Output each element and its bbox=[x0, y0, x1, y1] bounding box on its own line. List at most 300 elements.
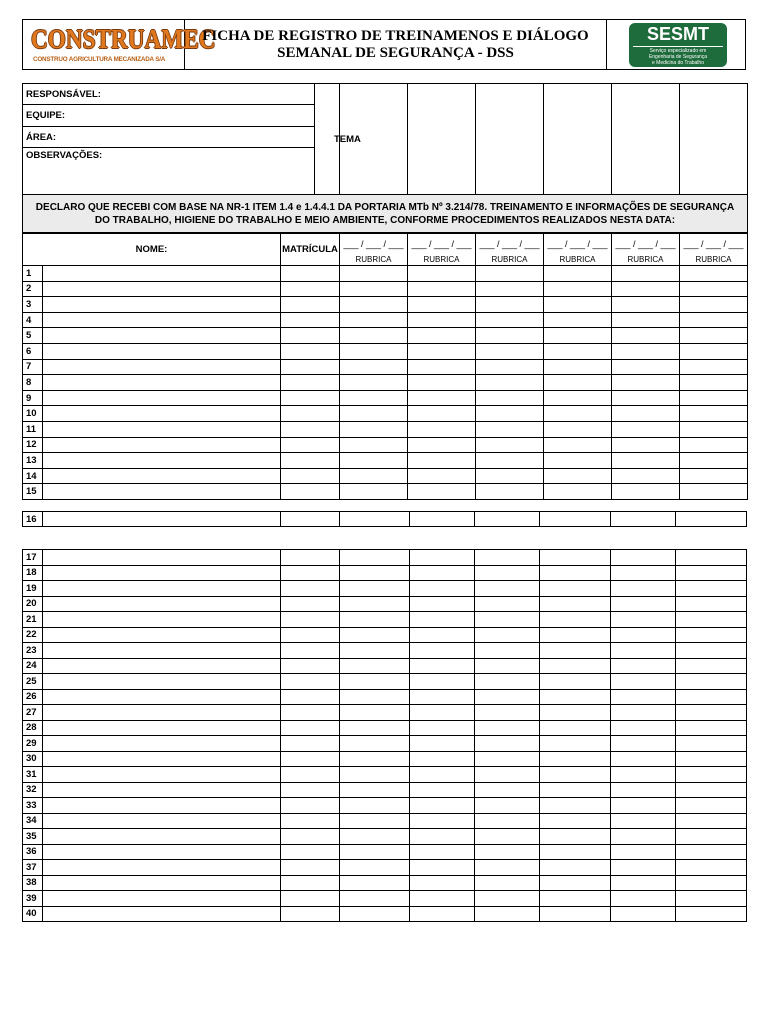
rubrica-cell-5[interactable] bbox=[612, 343, 680, 359]
rubrica-cell-1[interactable] bbox=[340, 565, 409, 581]
matricula-cell[interactable] bbox=[281, 612, 340, 628]
rubrica-cell-3[interactable] bbox=[476, 343, 544, 359]
rubrica-cell-6[interactable] bbox=[680, 312, 748, 328]
rubrica-cell-5[interactable] bbox=[612, 484, 680, 500]
matricula-cell[interactable] bbox=[281, 813, 340, 829]
rubrica-cell-5[interactable] bbox=[610, 891, 675, 907]
rubrica-cell-3[interactable] bbox=[474, 782, 539, 798]
matricula-cell[interactable] bbox=[281, 751, 340, 767]
rubrica-cell-3[interactable] bbox=[474, 798, 539, 814]
rubrica-cell-6[interactable] bbox=[680, 343, 748, 359]
rubrica-cell-4[interactable] bbox=[539, 705, 610, 721]
rubrica-cell-2[interactable] bbox=[409, 875, 474, 891]
rubrica-cell-1[interactable] bbox=[340, 844, 409, 860]
rubrica-cell-4[interactable] bbox=[544, 266, 612, 282]
rubrica-cell-1[interactable] bbox=[340, 406, 408, 422]
rubrica-cell-2[interactable] bbox=[409, 674, 474, 690]
rubrica-cell-6[interactable] bbox=[675, 720, 746, 736]
rubrica-cell-6[interactable] bbox=[675, 767, 746, 783]
rubrica-cell-3[interactable] bbox=[476, 266, 544, 282]
nome-cell[interactable] bbox=[43, 643, 281, 659]
rubrica-cell-2[interactable] bbox=[408, 328, 476, 344]
rubrica-cell-3[interactable] bbox=[474, 550, 539, 566]
rubrica-cell-4[interactable] bbox=[544, 468, 612, 484]
rubrica-cell-1[interactable] bbox=[340, 468, 408, 484]
rubrica-cell-4[interactable] bbox=[539, 643, 610, 659]
rubrica-cell-5[interactable] bbox=[612, 328, 680, 344]
rubrica-cell-5[interactable] bbox=[610, 844, 675, 860]
rubrica-cell-5[interactable] bbox=[610, 627, 675, 643]
rubrica-cell-5[interactable] bbox=[610, 751, 675, 767]
date-field-1[interactable]: ___ / ___ / ___ bbox=[340, 234, 408, 255]
nome-cell[interactable] bbox=[43, 390, 281, 406]
rubrica-cell-4[interactable] bbox=[539, 596, 610, 612]
rubrica-cell-3[interactable] bbox=[476, 421, 544, 437]
rubrica-cell-2[interactable] bbox=[408, 406, 476, 422]
nome-cell[interactable] bbox=[43, 343, 281, 359]
rubrica-cell-5[interactable] bbox=[610, 565, 675, 581]
nome-cell[interactable] bbox=[43, 844, 281, 860]
rubrica-cell-1[interactable] bbox=[340, 550, 409, 566]
nome-cell[interactable] bbox=[43, 767, 281, 783]
rubrica-cell-6[interactable] bbox=[675, 612, 746, 628]
rubrica-cell-6[interactable] bbox=[675, 875, 746, 891]
matricula-cell[interactable] bbox=[281, 550, 340, 566]
rubrica-cell-2[interactable] bbox=[409, 829, 474, 845]
rubrica-cell-1[interactable] bbox=[340, 829, 409, 845]
rubrica-cell-1[interactable] bbox=[340, 312, 408, 328]
rubrica-cell-5[interactable] bbox=[612, 437, 680, 453]
rubrica-cell-1[interactable] bbox=[340, 421, 408, 437]
rubrica-cell-4[interactable] bbox=[539, 581, 610, 597]
rubrica-cell-2[interactable] bbox=[409, 906, 474, 922]
matricula-cell[interactable] bbox=[281, 375, 340, 391]
rubrica-cell-2[interactable] bbox=[409, 844, 474, 860]
rubrica-cell-3[interactable] bbox=[476, 375, 544, 391]
rubrica-cell-3[interactable] bbox=[474, 720, 539, 736]
nome-cell[interactable] bbox=[43, 512, 281, 527]
rubrica-cell-5[interactable] bbox=[610, 875, 675, 891]
rubrica-cell-1[interactable] bbox=[340, 596, 409, 612]
rubrica-cell-1[interactable] bbox=[340, 891, 409, 907]
rubrica-cell-4[interactable] bbox=[544, 406, 612, 422]
tema-cell-2[interactable] bbox=[476, 84, 544, 195]
nome-cell[interactable] bbox=[43, 565, 281, 581]
matricula-cell[interactable] bbox=[281, 297, 340, 313]
rubrica-cell-1[interactable] bbox=[340, 453, 408, 469]
date-field-5[interactable]: ___ / ___ / ___ bbox=[612, 234, 680, 255]
nome-cell[interactable] bbox=[43, 421, 281, 437]
rubrica-cell-6[interactable] bbox=[675, 860, 746, 876]
rubrica-cell-4[interactable] bbox=[539, 512, 610, 527]
rubrica-cell-2[interactable] bbox=[409, 720, 474, 736]
rubrica-cell-5[interactable] bbox=[612, 406, 680, 422]
matricula-cell[interactable] bbox=[281, 906, 340, 922]
rubrica-cell-5[interactable] bbox=[610, 860, 675, 876]
rubrica-cell-4[interactable] bbox=[539, 798, 610, 814]
rubrica-cell-6[interactable] bbox=[675, 658, 746, 674]
date-field-6[interactable]: ___ / ___ / ___ bbox=[680, 234, 748, 255]
nome-cell[interactable] bbox=[43, 612, 281, 628]
rubrica-cell-6[interactable] bbox=[680, 281, 748, 297]
rubrica-cell-5[interactable] bbox=[610, 782, 675, 798]
tema-field[interactable] bbox=[334, 84, 408, 195]
matricula-cell[interactable] bbox=[281, 437, 340, 453]
rubrica-cell-3[interactable] bbox=[474, 767, 539, 783]
matricula-cell[interactable] bbox=[281, 720, 340, 736]
rubrica-cell-3[interactable] bbox=[474, 581, 539, 597]
nome-cell[interactable] bbox=[43, 829, 281, 845]
rubrica-cell-1[interactable] bbox=[340, 720, 409, 736]
nome-cell[interactable] bbox=[43, 658, 281, 674]
rubrica-cell-3[interactable] bbox=[474, 844, 539, 860]
rubrica-cell-2[interactable] bbox=[408, 266, 476, 282]
matricula-cell[interactable] bbox=[281, 406, 340, 422]
rubrica-cell-2[interactable] bbox=[409, 705, 474, 721]
matricula-cell[interactable] bbox=[281, 658, 340, 674]
nome-cell[interactable] bbox=[43, 705, 281, 721]
rubrica-cell-6[interactable] bbox=[680, 453, 748, 469]
rubrica-cell-3[interactable] bbox=[474, 860, 539, 876]
nome-cell[interactable] bbox=[43, 406, 281, 422]
rubrica-cell-2[interactable] bbox=[409, 782, 474, 798]
rubrica-cell-2[interactable] bbox=[408, 453, 476, 469]
rubrica-cell-3[interactable] bbox=[474, 813, 539, 829]
nome-cell[interactable] bbox=[43, 266, 281, 282]
rubrica-cell-1[interactable] bbox=[340, 627, 409, 643]
rubrica-cell-4[interactable] bbox=[539, 550, 610, 566]
rubrica-cell-1[interactable] bbox=[340, 437, 408, 453]
rubrica-cell-3[interactable] bbox=[476, 453, 544, 469]
rubrica-cell-1[interactable] bbox=[340, 751, 409, 767]
rubrica-cell-6[interactable] bbox=[675, 689, 746, 705]
rubrica-cell-3[interactable] bbox=[476, 484, 544, 500]
nome-cell[interactable] bbox=[43, 375, 281, 391]
nome-cell[interactable] bbox=[43, 596, 281, 612]
matricula-cell[interactable] bbox=[281, 468, 340, 484]
rubrica-cell-5[interactable] bbox=[612, 421, 680, 437]
rubrica-cell-4[interactable] bbox=[539, 844, 610, 860]
rubrica-cell-3[interactable] bbox=[474, 512, 539, 527]
rubrica-cell-4[interactable] bbox=[539, 767, 610, 783]
matricula-cell[interactable] bbox=[281, 484, 340, 500]
rubrica-cell-4[interactable] bbox=[539, 736, 610, 752]
date-field-2[interactable]: ___ / ___ / ___ bbox=[408, 234, 476, 255]
rubrica-cell-6[interactable] bbox=[675, 751, 746, 767]
rubrica-cell-1[interactable] bbox=[340, 484, 408, 500]
rubrica-cell-2[interactable] bbox=[409, 813, 474, 829]
rubrica-cell-6[interactable] bbox=[680, 437, 748, 453]
matricula-cell[interactable] bbox=[281, 674, 340, 690]
observacoes-field[interactable] bbox=[23, 148, 315, 195]
rubrica-cell-2[interactable] bbox=[409, 512, 474, 527]
rubrica-cell-6[interactable] bbox=[680, 484, 748, 500]
rubrica-cell-5[interactable] bbox=[610, 512, 675, 527]
rubrica-cell-2[interactable] bbox=[409, 767, 474, 783]
rubrica-cell-4[interactable] bbox=[539, 813, 610, 829]
nome-cell[interactable] bbox=[43, 860, 281, 876]
rubrica-cell-4[interactable] bbox=[539, 875, 610, 891]
rubrica-cell-5[interactable] bbox=[610, 813, 675, 829]
matricula-cell[interactable] bbox=[281, 596, 340, 612]
rubrica-cell-3[interactable] bbox=[476, 297, 544, 313]
rubrica-cell-1[interactable] bbox=[340, 359, 408, 375]
nome-cell[interactable] bbox=[43, 627, 281, 643]
nome-cell[interactable] bbox=[43, 281, 281, 297]
rubrica-cell-4[interactable] bbox=[544, 390, 612, 406]
rubrica-cell-6[interactable] bbox=[675, 627, 746, 643]
rubrica-cell-5[interactable] bbox=[610, 658, 675, 674]
matricula-cell[interactable] bbox=[281, 829, 340, 845]
rubrica-cell-6[interactable] bbox=[675, 643, 746, 659]
matricula-cell[interactable] bbox=[281, 581, 340, 597]
rubrica-cell-2[interactable] bbox=[409, 565, 474, 581]
rubrica-cell-3[interactable] bbox=[474, 658, 539, 674]
rubrica-cell-3[interactable] bbox=[476, 281, 544, 297]
rubrica-cell-4[interactable] bbox=[539, 565, 610, 581]
rubrica-cell-1[interactable] bbox=[340, 281, 408, 297]
rubrica-cell-1[interactable] bbox=[340, 581, 409, 597]
rubrica-cell-6[interactable] bbox=[675, 782, 746, 798]
rubrica-cell-4[interactable] bbox=[544, 359, 612, 375]
nome-cell[interactable] bbox=[43, 751, 281, 767]
matricula-cell[interactable] bbox=[281, 421, 340, 437]
rubrica-cell-5[interactable] bbox=[610, 612, 675, 628]
rubrica-cell-3[interactable] bbox=[474, 875, 539, 891]
rubrica-cell-1[interactable] bbox=[340, 813, 409, 829]
rubrica-cell-3[interactable] bbox=[474, 689, 539, 705]
rubrica-cell-3[interactable] bbox=[474, 596, 539, 612]
rubrica-cell-5[interactable] bbox=[610, 906, 675, 922]
rubrica-cell-2[interactable] bbox=[409, 627, 474, 643]
rubrica-cell-6[interactable] bbox=[680, 406, 748, 422]
rubrica-cell-6[interactable] bbox=[675, 581, 746, 597]
rubrica-cell-5[interactable] bbox=[610, 829, 675, 845]
area-field[interactable] bbox=[23, 127, 315, 148]
matricula-cell[interactable] bbox=[281, 891, 340, 907]
rubrica-cell-6[interactable] bbox=[675, 829, 746, 845]
rubrica-cell-2[interactable] bbox=[409, 596, 474, 612]
rubrica-cell-5[interactable] bbox=[612, 468, 680, 484]
nome-cell[interactable] bbox=[43, 798, 281, 814]
rubrica-cell-1[interactable] bbox=[340, 390, 408, 406]
matricula-cell[interactable] bbox=[281, 565, 340, 581]
rubrica-cell-4[interactable] bbox=[539, 751, 610, 767]
rubrica-cell-3[interactable] bbox=[476, 359, 544, 375]
rubrica-cell-5[interactable] bbox=[610, 674, 675, 690]
rubrica-cell-6[interactable] bbox=[675, 705, 746, 721]
rubrica-cell-1[interactable] bbox=[340, 875, 409, 891]
rubrica-cell-6[interactable] bbox=[675, 798, 746, 814]
tema-cell-5[interactable] bbox=[680, 84, 748, 195]
matricula-cell[interactable] bbox=[281, 689, 340, 705]
rubrica-cell-4[interactable] bbox=[539, 674, 610, 690]
matricula-cell[interactable] bbox=[281, 266, 340, 282]
nome-cell[interactable] bbox=[43, 312, 281, 328]
rubrica-cell-3[interactable] bbox=[474, 829, 539, 845]
rubrica-cell-1[interactable] bbox=[340, 674, 409, 690]
matricula-cell[interactable] bbox=[281, 512, 340, 527]
rubrica-cell-2[interactable] bbox=[409, 581, 474, 597]
rubrica-cell-3[interactable] bbox=[474, 906, 539, 922]
rubrica-cell-6[interactable] bbox=[680, 328, 748, 344]
matricula-cell[interactable] bbox=[281, 798, 340, 814]
nome-cell[interactable] bbox=[43, 359, 281, 375]
rubrica-cell-3[interactable] bbox=[476, 390, 544, 406]
rubrica-cell-1[interactable] bbox=[340, 906, 409, 922]
nome-cell[interactable] bbox=[43, 720, 281, 736]
nome-cell[interactable] bbox=[43, 297, 281, 313]
rubrica-cell-6[interactable] bbox=[680, 375, 748, 391]
nome-cell[interactable] bbox=[43, 813, 281, 829]
matricula-cell[interactable] bbox=[281, 767, 340, 783]
rubrica-cell-1[interactable] bbox=[340, 643, 409, 659]
rubrica-cell-6[interactable] bbox=[675, 736, 746, 752]
rubrica-cell-4[interactable] bbox=[544, 281, 612, 297]
equipe-field[interactable] bbox=[23, 105, 315, 127]
matricula-cell[interactable] bbox=[281, 359, 340, 375]
nome-cell[interactable] bbox=[43, 674, 281, 690]
nome-cell[interactable] bbox=[43, 581, 281, 597]
rubrica-cell-6[interactable] bbox=[680, 468, 748, 484]
rubrica-cell-5[interactable] bbox=[610, 689, 675, 705]
rubrica-cell-4[interactable] bbox=[544, 437, 612, 453]
rubrica-cell-1[interactable] bbox=[340, 705, 409, 721]
matricula-cell[interactable] bbox=[281, 875, 340, 891]
rubrica-cell-1[interactable] bbox=[340, 375, 408, 391]
rubrica-cell-4[interactable] bbox=[539, 627, 610, 643]
rubrica-cell-5[interactable] bbox=[610, 596, 675, 612]
rubrica-cell-1[interactable] bbox=[340, 798, 409, 814]
rubrica-cell-2[interactable] bbox=[408, 359, 476, 375]
nome-cell[interactable] bbox=[43, 550, 281, 566]
matricula-cell[interactable] bbox=[281, 736, 340, 752]
rubrica-cell-4[interactable] bbox=[544, 312, 612, 328]
date-field-3[interactable]: ___ / ___ / ___ bbox=[476, 234, 544, 255]
rubrica-cell-1[interactable] bbox=[340, 612, 409, 628]
rubrica-cell-5[interactable] bbox=[612, 281, 680, 297]
rubrica-cell-2[interactable] bbox=[409, 550, 474, 566]
rubrica-cell-4[interactable] bbox=[544, 375, 612, 391]
rubrica-cell-1[interactable] bbox=[340, 782, 409, 798]
rubrica-cell-4[interactable] bbox=[539, 829, 610, 845]
rubrica-cell-3[interactable] bbox=[474, 674, 539, 690]
rubrica-cell-3[interactable] bbox=[474, 565, 539, 581]
rubrica-cell-2[interactable] bbox=[409, 891, 474, 907]
rubrica-cell-3[interactable] bbox=[476, 312, 544, 328]
rubrica-cell-6[interactable] bbox=[675, 596, 746, 612]
rubrica-cell-2[interactable] bbox=[408, 421, 476, 437]
rubrica-cell-6[interactable] bbox=[675, 906, 746, 922]
rubrica-cell-5[interactable] bbox=[612, 297, 680, 313]
rubrica-cell-3[interactable] bbox=[474, 643, 539, 659]
matricula-cell[interactable] bbox=[281, 643, 340, 659]
rubrica-cell-2[interactable] bbox=[409, 658, 474, 674]
rubrica-cell-5[interactable] bbox=[610, 581, 675, 597]
rubrica-cell-4[interactable] bbox=[544, 343, 612, 359]
rubrica-cell-3[interactable] bbox=[476, 328, 544, 344]
rubrica-cell-2[interactable] bbox=[409, 736, 474, 752]
rubrica-cell-5[interactable] bbox=[610, 767, 675, 783]
rubrica-cell-6[interactable] bbox=[675, 565, 746, 581]
nome-cell[interactable] bbox=[43, 484, 281, 500]
nome-cell[interactable] bbox=[43, 468, 281, 484]
rubrica-cell-4[interactable] bbox=[544, 328, 612, 344]
rubrica-cell-2[interactable] bbox=[409, 860, 474, 876]
rubrica-cell-1[interactable] bbox=[340, 343, 408, 359]
rubrica-cell-6[interactable] bbox=[675, 891, 746, 907]
rubrica-cell-5[interactable] bbox=[612, 266, 680, 282]
rubrica-cell-1[interactable] bbox=[340, 328, 408, 344]
rubrica-cell-4[interactable] bbox=[539, 612, 610, 628]
matricula-cell[interactable] bbox=[281, 281, 340, 297]
rubrica-cell-2[interactable] bbox=[408, 468, 476, 484]
rubrica-cell-6[interactable] bbox=[680, 297, 748, 313]
rubrica-cell-4[interactable] bbox=[544, 421, 612, 437]
nome-cell[interactable] bbox=[43, 875, 281, 891]
rubrica-cell-2[interactable] bbox=[409, 751, 474, 767]
rubrica-cell-3[interactable] bbox=[474, 891, 539, 907]
nome-cell[interactable] bbox=[43, 906, 281, 922]
rubrica-cell-6[interactable] bbox=[675, 674, 746, 690]
matricula-cell[interactable] bbox=[281, 844, 340, 860]
rubrica-cell-5[interactable] bbox=[610, 720, 675, 736]
rubrica-cell-2[interactable] bbox=[408, 375, 476, 391]
rubrica-cell-2[interactable] bbox=[408, 343, 476, 359]
rubrica-cell-6[interactable] bbox=[675, 844, 746, 860]
rubrica-cell-5[interactable] bbox=[610, 643, 675, 659]
rubrica-cell-3[interactable] bbox=[474, 612, 539, 628]
rubrica-cell-2[interactable] bbox=[409, 612, 474, 628]
rubrica-cell-2[interactable] bbox=[408, 390, 476, 406]
rubrica-cell-1[interactable] bbox=[340, 689, 409, 705]
rubrica-cell-6[interactable] bbox=[680, 390, 748, 406]
rubrica-cell-4[interactable] bbox=[539, 720, 610, 736]
responsavel-field[interactable] bbox=[23, 84, 315, 105]
rubrica-cell-5[interactable] bbox=[610, 798, 675, 814]
rubrica-cell-5[interactable] bbox=[610, 736, 675, 752]
tema-cell-1[interactable] bbox=[408, 84, 476, 195]
rubrica-cell-5[interactable] bbox=[612, 312, 680, 328]
nome-cell[interactable] bbox=[43, 453, 281, 469]
matricula-cell[interactable] bbox=[281, 343, 340, 359]
rubrica-cell-4[interactable] bbox=[539, 782, 610, 798]
tema-cell-4[interactable] bbox=[612, 84, 680, 195]
rubrica-cell-4[interactable] bbox=[544, 453, 612, 469]
rubrica-cell-3[interactable] bbox=[474, 736, 539, 752]
rubrica-cell-1[interactable] bbox=[340, 297, 408, 313]
matricula-cell[interactable] bbox=[281, 782, 340, 798]
rubrica-cell-3[interactable] bbox=[476, 406, 544, 422]
rubrica-cell-5[interactable] bbox=[610, 705, 675, 721]
rubrica-cell-4[interactable] bbox=[539, 860, 610, 876]
rubrica-cell-6[interactable] bbox=[680, 359, 748, 375]
nome-cell[interactable] bbox=[43, 891, 281, 907]
rubrica-cell-6[interactable] bbox=[680, 421, 748, 437]
date-field-4[interactable]: ___ / ___ / ___ bbox=[544, 234, 612, 255]
rubrica-cell-4[interactable] bbox=[544, 297, 612, 313]
matricula-cell[interactable] bbox=[281, 705, 340, 721]
nome-cell[interactable] bbox=[43, 782, 281, 798]
rubrica-cell-1[interactable] bbox=[340, 658, 409, 674]
rubrica-cell-1[interactable] bbox=[340, 767, 409, 783]
rubrica-cell-3[interactable] bbox=[476, 437, 544, 453]
rubrica-cell-3[interactable] bbox=[476, 468, 544, 484]
rubrica-cell-2[interactable] bbox=[408, 297, 476, 313]
rubrica-cell-2[interactable] bbox=[409, 798, 474, 814]
rubrica-cell-6[interactable] bbox=[675, 550, 746, 566]
rubrica-cell-4[interactable] bbox=[539, 891, 610, 907]
